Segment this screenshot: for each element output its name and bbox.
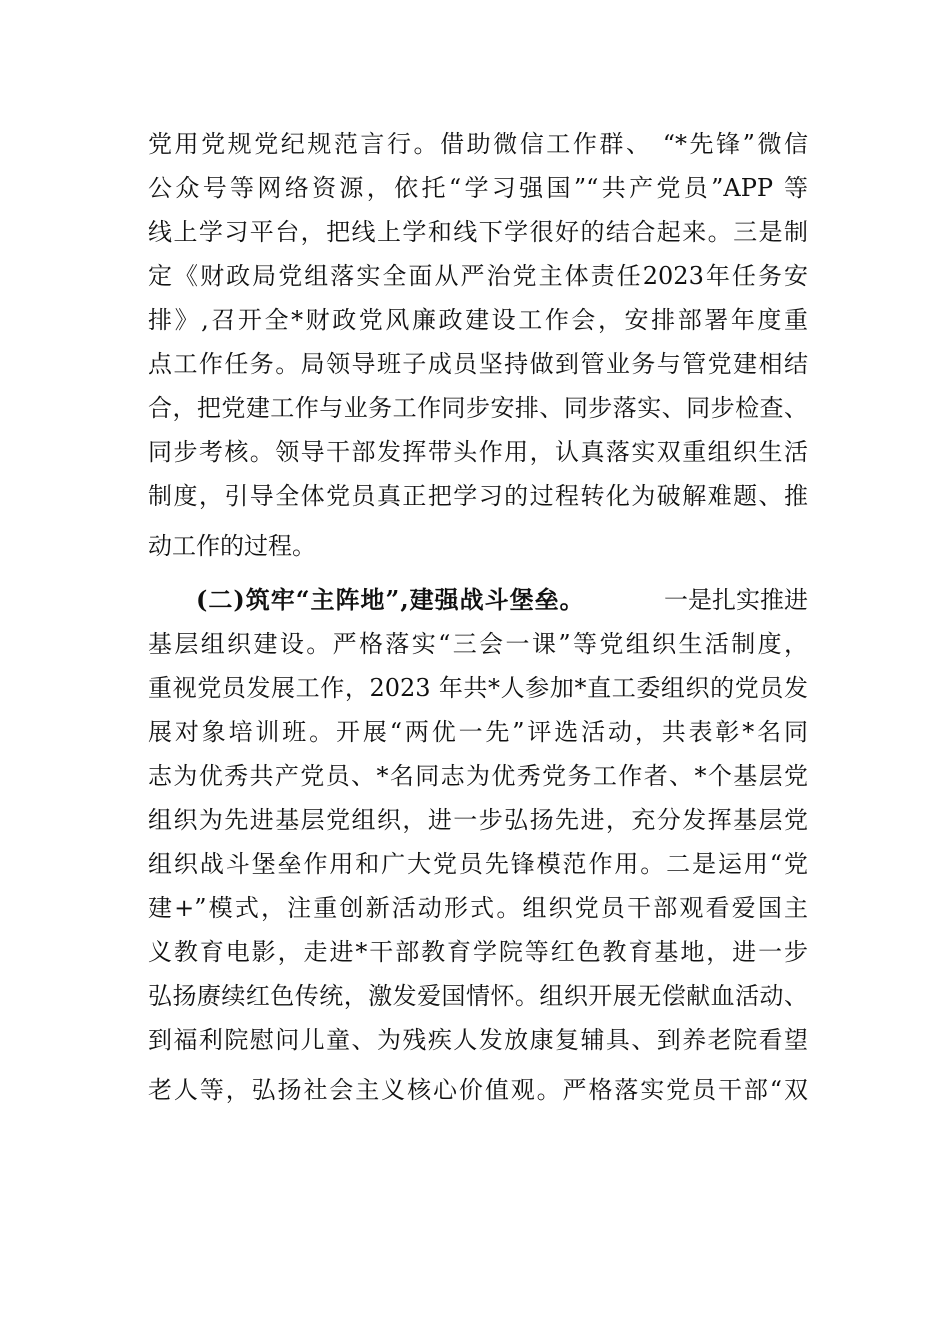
text-line: 制度，引导全体党员真正把学习的过程转化为破解难题、推 [148,482,808,510]
text-line: 弘扬赓续红色传统，激发爱国情怀。组织开展无偿献血活动、 [148,982,808,1010]
section-heading: (二)筑牢“主阵地”,建强战斗堡垒。 [196,585,585,614]
section-first-line [196,580,808,620]
text-line: 排》,召开全*财政党风廉政建设工作会，安排部署年度重 [148,306,808,334]
text-line: 党用党规党纪规范言行。借助微信工作群、 “*先锋”微信 [148,130,808,158]
text-line: 点工作任务。局领导班子成员坚持做到管业务与管党建相结 [148,350,808,378]
text-line: 建+”模式，注重创新活动形式。组织党员干部观看爱国主 [148,894,808,922]
text-line: 动工作的过程。 [148,532,316,560]
text-line: 同步考核。领导干部发挥带头作用，认真落实双重组织生活 [148,438,808,466]
text-line: 基层组织建设。严格落实“三会一课”等党组织生活制度， [148,630,808,658]
text-line: 合，把党建工作与业务工作同步安排、同步落实、同步检查、 [148,394,808,422]
text-line: 老人等，弘扬社会主义核心价值观。严格落实党员干部“双 [148,1076,808,1104]
text-line: 到福利院慰问儿童、为残疾人发放康复辅具、到养老院看望 [148,1026,808,1054]
text-line: 公众号等网络资源，依托“学习强国”“共产党员”APP 等 [148,174,808,202]
text-line: 线上学习平台，把线上学和线下学很好的结合起来。三是制 [148,218,808,246]
text-line: 组织为先进基层党组织，进一步弘扬先进，充分发挥基层党 [148,806,808,834]
text-line: 组织战斗堡垒作用和广大党员先锋模范作用。二是运用“党 [148,850,808,878]
text-line: 志为优秀共产党员、*名同志为优秀党务工作者、*个基层党 [148,762,808,790]
text-line: 定《财政局党组落实全面从严治党主体责任2023年任务安 [148,262,808,290]
text-line: 展对象培训班。开展“两优一先”评选活动，共表彰*名同 [148,718,808,746]
section-first-line-text: 一是扎实推进 [664,586,808,614]
text-line: 义教育电影，走进*干部教育学院等红色教育基地，进一步 [148,938,808,966]
text-line: 重视党员发展工作，2023 年共*人参加*直工委组织的党员发 [148,674,808,702]
